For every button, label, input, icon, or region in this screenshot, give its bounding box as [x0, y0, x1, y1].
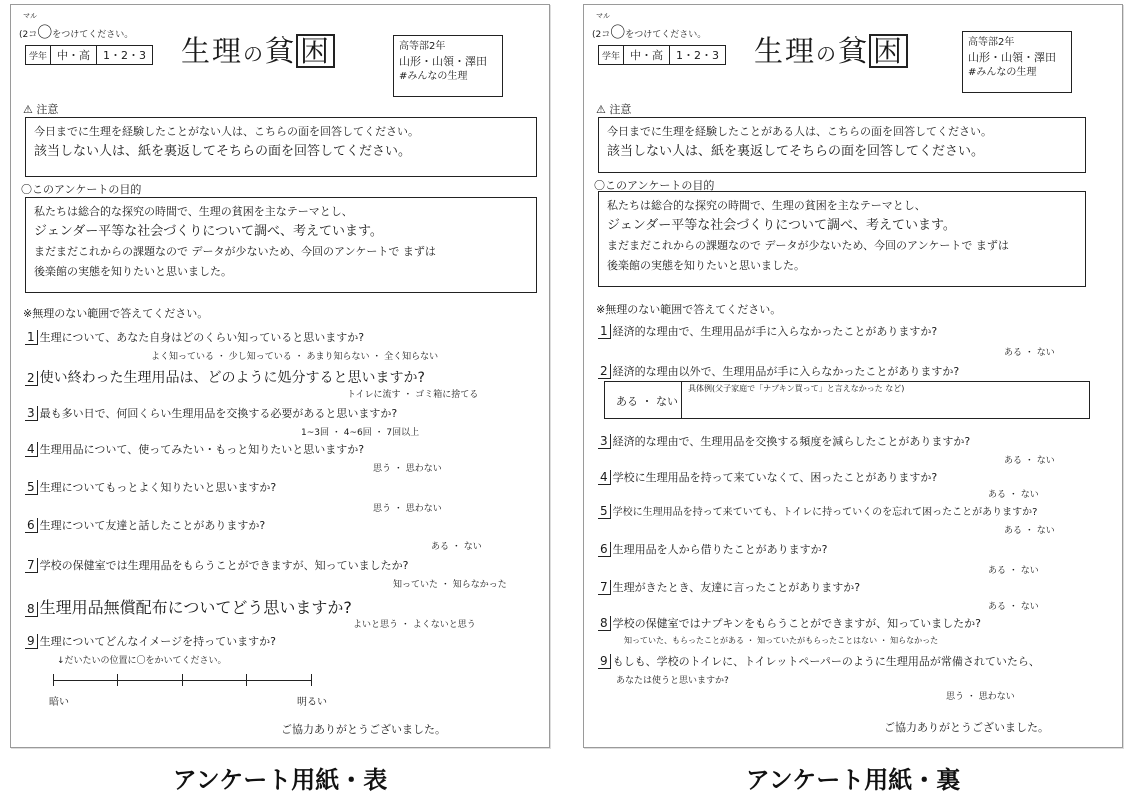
question-1-options: よく知っている ・ 少し知っている ・ あまり知らない ・ 全く知らない	[151, 352, 439, 362]
question-9-line2: あなたは使うと思いますか?	[616, 676, 729, 686]
question-9-instruction: ↓だいたいの位置に〇をかいてください。	[57, 656, 227, 666]
question-4: 4 生理用品について、使ってみたい・もっと知りたいと思いますか?	[27, 442, 365, 456]
scale-tick	[117, 674, 118, 686]
page-title: 生理の貧 困	[181, 29, 335, 70]
grade-selector: 学年 中・高 1・2・3	[598, 45, 726, 65]
caption-front: アンケート用紙・表	[172, 766, 388, 794]
question-2-options: ある ・ ない	[616, 395, 678, 408]
question-2-note[interactable]: 具体例(父子家庭で「ナプキン買って」と言えなかった など)	[688, 384, 905, 393]
thanks-note: ご協力ありがとうございました。	[281, 723, 446, 736]
thanks-note: ご協力ありがとうございました。	[884, 721, 1049, 734]
question-6: 6 生理用品を人から借りたことがありますか?	[600, 542, 828, 556]
circle-instruction: (2コ〇をつけてください。	[592, 23, 707, 41]
question-9-options: 思う ・ 思わない	[946, 692, 1015, 702]
question-7-options: ある ・ ない	[988, 602, 1039, 612]
grade-selector: 学年 中・高 1・2・3	[25, 45, 153, 65]
question-8-options: 知っていた、もらったことがある ・ 知っていたがもらったことはない ・ 知らなかった	[624, 636, 939, 645]
question-5-options: ある ・ ない	[1004, 526, 1055, 536]
range-note: ※無理のない範囲で答えてください。	[596, 303, 782, 316]
range-note: ※無理のない範囲で答えてください。	[23, 307, 209, 320]
caution-box: 今日までに生理を経験したことがある人は、こちらの面を回答してください。 該当しない人は、紙を裏返してそちらの面を回答してください。	[598, 117, 1086, 173]
question-5-options: 思う ・ 思わない	[373, 504, 442, 514]
survey-sheet-back	[583, 4, 1123, 748]
page-title: 生理の貧 困	[754, 29, 908, 70]
circle-instruction: (2コ〇をつけてください。	[19, 23, 134, 41]
question-2-options: トイレに流す ・ ゴミ箱に捨てる	[347, 390, 479, 400]
author-box: 高等部2年 山形・山領・澤田 #みんなの生理	[393, 35, 503, 97]
question-8-options: よいと思う ・ よくないと思う	[353, 620, 476, 630]
question-3-options: 1~3回 ・ 4~6回 ・ 7回以上	[301, 428, 420, 438]
question-6-options: ある ・ ない	[431, 542, 482, 552]
question-8: 8 学校の保健室ではナプキンをもらうことができますが、知っていましたか?	[600, 616, 981, 630]
scale-tick	[311, 674, 312, 686]
question-5: 5 生理についてもっとよく知りたいと思いますか?	[27, 480, 277, 494]
question-9: 9 生理についてどんなイメージを持っていますか?	[27, 634, 276, 648]
scale-right-label: 明るい	[297, 697, 327, 708]
question-9: 9 もしも、学校のトイレに、トイレットペーパーのように生理用品が常備されていたら、	[600, 654, 1040, 668]
question-2: 2 経済的な理由以外で、生理用品が手に入らなかったことがありますか?	[600, 364, 960, 378]
question-4-options: ある ・ ない	[988, 490, 1039, 500]
purpose-box: 私たちは総合的な探究の時間で、生理の貧困を主なテーマとし、 ジェンダー平等な社会づくりについて調べ、考えています。 まだまだこれからの課題なので データが少ないため、今回のアンケートで まずは 後楽館の実態を知りたいと思いました。	[25, 197, 537, 293]
question-3: 3 最も多い日で、何回くらい生理用品を交換する必要があると思いますか?	[27, 406, 398, 420]
question-2: 2 使い終わった生理用品は、どのように処分すると思いますか?	[27, 370, 425, 386]
caption-back: アンケート用紙・裏	[745, 766, 961, 794]
question-1: 1 生理について、あなた自身はどのくらい知っていると思いますか?	[27, 330, 365, 344]
question-4: 4 学校に生理用品を持って来ていなくて、困ったことがありますか?	[600, 470, 938, 484]
question-7: 7 生理がきたとき、友達に言ったことがありますか?	[600, 580, 861, 594]
question-3-options: ある ・ ない	[1004, 456, 1055, 466]
question-1-options: ある ・ ない	[1004, 348, 1055, 358]
question-1: 1 経済的な理由で、生理用品が手に入らなかったことがありますか?	[600, 324, 938, 338]
scale-tick	[246, 674, 247, 686]
caution-box: 今日までに生理を経験したことがない人は、こちらの面を回答してください。 該当しない人は、紙を裏返してそちらの面を回答してください。	[25, 117, 537, 177]
question-6: 6 生理について友達と話したことがありますか?	[27, 518, 266, 532]
question-4-options: 思う ・ 思わない	[373, 464, 442, 474]
circle-note-ruby: マル	[23, 12, 37, 20]
question-6-options: ある ・ ない	[988, 566, 1039, 576]
caution-heading: ⚠ 注意	[596, 103, 632, 116]
purpose-box: 私たちは総合的な探究の時間で、生理の貧困を主なテーマとし、 ジェンダー平等な社会づくりについて調べ、考えています。 まだまだこれからの課題なので データが少ないため、今回のアンケートで まずは 後楽館の実態を知りたいと思いました。	[598, 191, 1086, 287]
purpose-heading: 〇このアンケートの目的	[594, 179, 715, 192]
purpose-heading: 〇このアンケートの目的	[21, 183, 142, 196]
scale-tick	[53, 674, 54, 686]
question-3: 3 経済的な理由で、生理用品を交換する頻度を減らしたことがありますか?	[600, 434, 971, 448]
circle-note-ruby: マル	[596, 12, 610, 20]
question-8: 8 生理用品無償配布についてどう思いますか?	[27, 598, 352, 617]
scale-left-label: 暗い	[49, 697, 69, 708]
scale-tick	[182, 674, 183, 686]
author-box: 高等部2年 山形・山領・澤田 #みんなの生理	[962, 31, 1072, 93]
question-7-options: 知っていた ・ 知らなかった	[393, 580, 507, 590]
caution-heading: ⚠ 注意	[23, 103, 59, 116]
question-7: 7 学校の保健室では生理用品をもらうことができますが、知っていましたか?	[27, 558, 409, 572]
question-5: 5 学校に生理用品を持って来ていても、トイレに持っていくのを忘れて困ったことがありますか?	[600, 504, 1038, 518]
survey-sheet-front	[10, 4, 550, 748]
